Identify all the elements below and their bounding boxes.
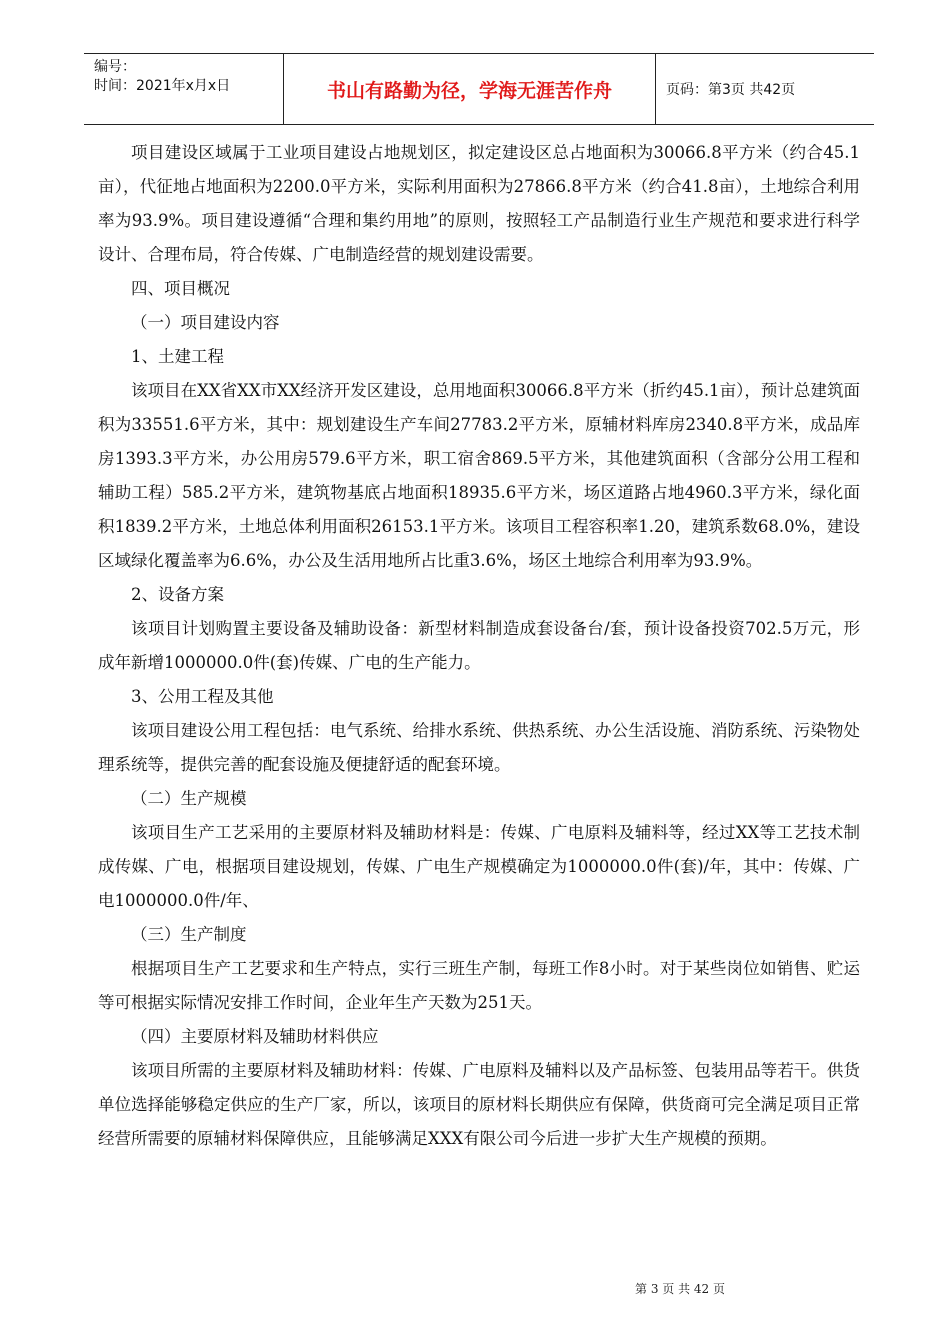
page-header — [84, 53, 874, 125]
document-number-label: 编号： — [94, 59, 136, 75]
subsection-heading: （一）项目建设内容 — [131, 313, 280, 332]
header-page-info: 页码：第3页 共42页 — [666, 82, 796, 98]
section-heading: 四、项目概况 — [131, 279, 230, 298]
document-body — [98, 136, 860, 1156]
paragraph: 该项目在XX省XX市XX经济开发区建设，总用地面积30066.8平方米（折约45.1亩），预计总建筑面积为33551.6平方米，其中：规划建设生产车间27783.2平方米，原辅材料库房2340.8平方米，成品库房1393.3平方米，办公用房579.6平方米，职工宿舍869.5平方米，其他建筑面积（含部分公用工程和辅助工程）585.2平方米，建筑物基底占地面积18935.6平方米，场区道路占地4960.3平方米，绿化面积1839.2平方米，土地总体利用面积26153.1平方米。该项目工程容积率1.20，建筑系数68.0%，建设区域绿化覆盖率为6.6%，办公及生活用地所占比重3.6%，场区土地综合利用率为93.9%。 — [98, 381, 860, 570]
page-footer: 第 3 页 共 42 页 — [635, 1282, 725, 1296]
paragraph: 根据项目生产工艺要求和生产特点，实行三班生产制，每班工作8小时。对于某些岗位如销售、贮运等可根据实际情况安排工作时间，企业年生产天数为251天。 — [98, 959, 860, 1012]
document-date: 时间：2021年x月x日 — [94, 78, 231, 94]
item-heading: 3、公用工程及其他 — [131, 687, 274, 706]
item-heading: 2、设备方案 — [131, 585, 224, 604]
paragraph: 该项目所需的主要原材料及辅助材料：传媒、广电原料及辅料以及产品标签、包装用品等若干。供货单位选择能够稳定供应的生产厂家，所以，该项目的原材料长期供应有保障，供货商可完全满足项目正常经营所需要的原辅材料保障供应，且能够满足XXX有限公司今后进一步扩大生产规模的预期。 — [98, 1061, 860, 1148]
paragraph: 项目建设区域属于工业项目建设占地规划区，拟定建设区总占地面积为30066.8平方米（约合45.1亩），代征地占地面积为2200.0平方米，实际利用面积为27866.8平方米（约合41.8亩），土地综合利用率为93.9%。项目建设遵循“合理和集约用地”的原则，按照轻工产品制造行业生产规范和要求进行科学设计、合理布局，符合传媒、广电制造经营的规划建设需要。 — [98, 143, 860, 264]
paragraph: 该项目计划购置主要设备及辅助设备：新型材料制造成套设备台/套，预计设备投资702.5万元，形成年新增1000000.0件(套)传媒、广电的生产能力。 — [98, 619, 860, 672]
subsection-heading: （二）生产规模 — [131, 789, 247, 808]
header-motto: 书山有路勤为径，学海无涯苦作舟 — [284, 54, 656, 124]
item-heading: 1、土建工程 — [131, 347, 224, 366]
header-meta — [84, 54, 284, 124]
paragraph: 该项目生产工艺采用的主要原材料及辅助材料是：传媒、广电原料及辅料等，经过XX等工艺技术制成传媒、广电，根据项目建设规划，传媒、广电生产规模确定为1000000.0件(套)/年，其中：传媒、广电1000000.0件/年、 — [98, 823, 860, 910]
subsection-heading: （三）生产制度 — [131, 925, 247, 944]
subsection-heading: （四）主要原材料及辅助材料供应 — [131, 1027, 379, 1046]
paragraph: 该项目建设公用工程包括：电气系统、给排水系统、供热系统、办公生活设施、消防系统、污染物处理系统等，提供完善的配套设施及便捷舒适的配套环境。 — [98, 721, 860, 774]
